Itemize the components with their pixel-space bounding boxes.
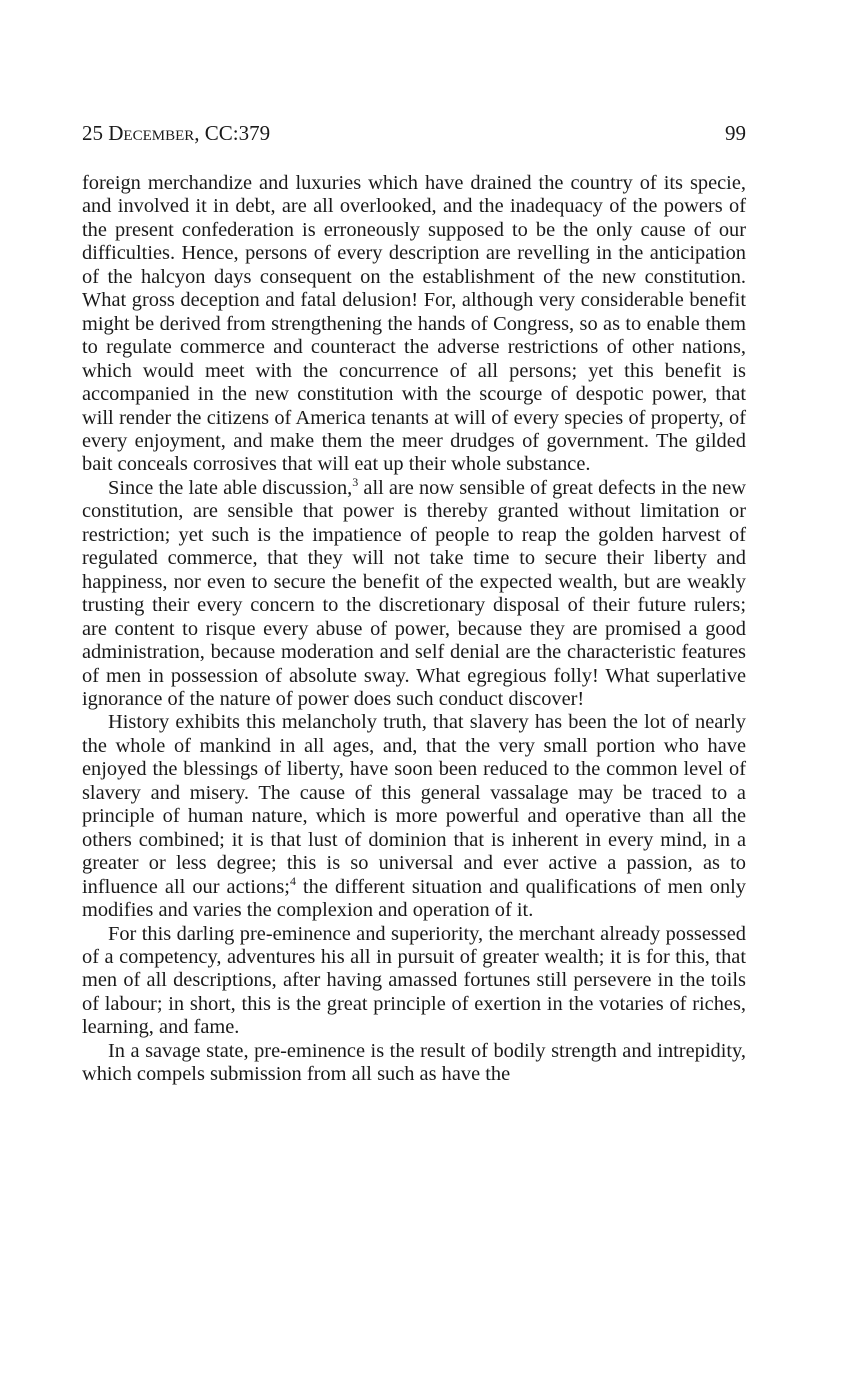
- paragraph: [82, 923, 746, 1040]
- document-page: [82, 118, 746, 1087]
- page-number: 99: [725, 121, 746, 145]
- paragraph: [82, 1040, 746, 1087]
- paragraph: [82, 172, 746, 477]
- footnote-reference: 4: [289, 873, 296, 888]
- running-head-title: [82, 118, 270, 148]
- running-head-date: 25: [82, 121, 109, 145]
- running-head-month: December: [108, 121, 195, 145]
- paragraph-text: the different situation and qualifications of men only modifies and varies the complexion and operation of it.: [82, 875, 747, 922]
- body-text: [82, 172, 746, 1087]
- paragraph-text: For this darling pre-eminence and superiority, the merchant already possessed of a competency, adventures his all in pursuit of greater wealth; it is for this, that men of all descriptions, after having amassed fortunes still persevere in the toils of labour; in short, this is the great principle of exertion in the votaries of riches, learning, and fame.: [82, 922, 746, 1039]
- running-head-ref: , CC:379: [194, 121, 271, 145]
- paragraph: [82, 477, 746, 712]
- paragraph-text: foreign merchandize and luxuries which have drained the country of its specie, and involved it in debt, are all overlooked, and the inadequacy of the powers of the present confederation is erroneously supposed to be the only cause of our difficulties. Hence, persons of every description are revelling in the anticipation of the halcyon days consequent on the establishment of the new constitution. What gross deception and fatal delusion! For, although very considerable benefit might be derived from strengthening the hands of Congress, so as to enable them to regulate commerce and counteract the adverse restrictions of other nations, which would meet with the concurrence of all persons; yet this benefit is accompanied in the new constitution with the scourge of despotic power, that will render the citizens of America tenants at will of every species of property, of every enjoyment, and make them the meer drudges of government. The gilded bait conceals corrosives that will eat up their whole substance.: [82, 172, 746, 476]
- paragraph-text: Since the late able discussion,: [108, 476, 353, 499]
- running-head: [82, 118, 746, 148]
- footnote-reference: 3: [352, 475, 359, 490]
- paragraph: [82, 711, 746, 922]
- paragraph-text: all are now sensible of great defects in the new constitution, are sensible that power is thereby granted without limitation or restriction; yet such is the impatience of people to reap the golden harvest of regulated commerce, that they will not take time to secure their liberty and happiness, nor even to secure the benefit of the expected wealth, but are weakly trusting their every concern to the discretionary disposal of their future rulers; are content to risque every abuse of power, because they are promised a good administration, because moderation and self denial are the characteristic features of men in possession of absolute sway. What egregious folly! What superlative ignorance of the nature of power does such conduct discover!: [82, 476, 746, 710]
- paragraph-text: In a savage state, pre-eminence is the result of bodily strength and intrepidity, which compels submission from all such as have the: [82, 1039, 746, 1086]
- paragraph-text: History exhibits this melancholy truth, that slavery has been the lot of nearly the whole of mankind in all ages, and, that the very small portion who have enjoyed the blessings of liberty, have soon been reduced to the common level of slavery and misery. The cause of this general vassalage may be traced to a principle of human nature, which is more powerful and operative than all the others combined; it is that lust of dominion that is inherent in every mind, in a greater or less degree; this is so universal and ever active a passion, as to influence all our actions;: [82, 711, 746, 898]
